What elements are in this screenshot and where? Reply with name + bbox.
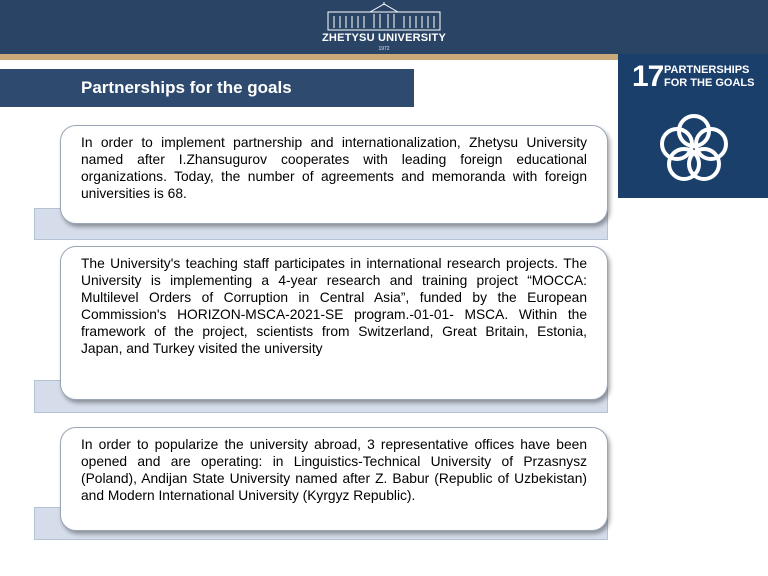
- sdg-badge: [618, 54, 768, 198]
- founded-year: 1972: [378, 46, 390, 52]
- sdg-label-line2: FOR THE GOALS: [664, 77, 755, 89]
- paragraph-3-text: In order to popularize the university abroad, 3 representative offices have been opened and are operating: in Linguistics-Technical University of Przasnysz (Poland), Andijan State University named after Z. Babur (Republic of Uzbekistan) and Modern International University (Kyrgyz Republic).: [81, 437, 587, 503]
- interlocking-rings-icon: [654, 108, 734, 188]
- sdg-number: 17: [632, 60, 664, 93]
- paragraph-2-text: The University's teaching staff participates in international research projects. The University is implementing a 4-year research and training project “MOCCA: Multilevel Orders of Corruption in Central Asia”, funded by the European Commission's HORIZON-MSCA-2021-SE program.-01-01- MSCA. Within the framework of the project, scientists from Switzerland, Great Britain, Estonia, Japan, and Turkey visited the university: [81, 256, 587, 356]
- paragraph-1-box: [60, 125, 608, 224]
- university-building-icon: [322, 2, 446, 32]
- paragraph-3-box: [60, 427, 608, 531]
- sdg-label: [664, 64, 764, 90]
- university-logo: [322, 2, 446, 52]
- sdg-label-line1: PARTNERSHIPS: [664, 64, 750, 76]
- header-bar: [0, 0, 768, 54]
- university-name: ZHETYSU UNIVERSITY: [322, 32, 447, 44]
- page-title: Partnerships for the goals: [81, 78, 292, 97]
- paragraph-1-text: In order to implement partnership and internationalization, Zhetysu University named after I.Zhansugurov cooperates with leading foreign educational organizations. Today, the number of agreements and memoranda with foreign universities is 68.: [81, 135, 587, 201]
- paragraph-2-box: [60, 246, 608, 400]
- title-bar: [0, 69, 414, 107]
